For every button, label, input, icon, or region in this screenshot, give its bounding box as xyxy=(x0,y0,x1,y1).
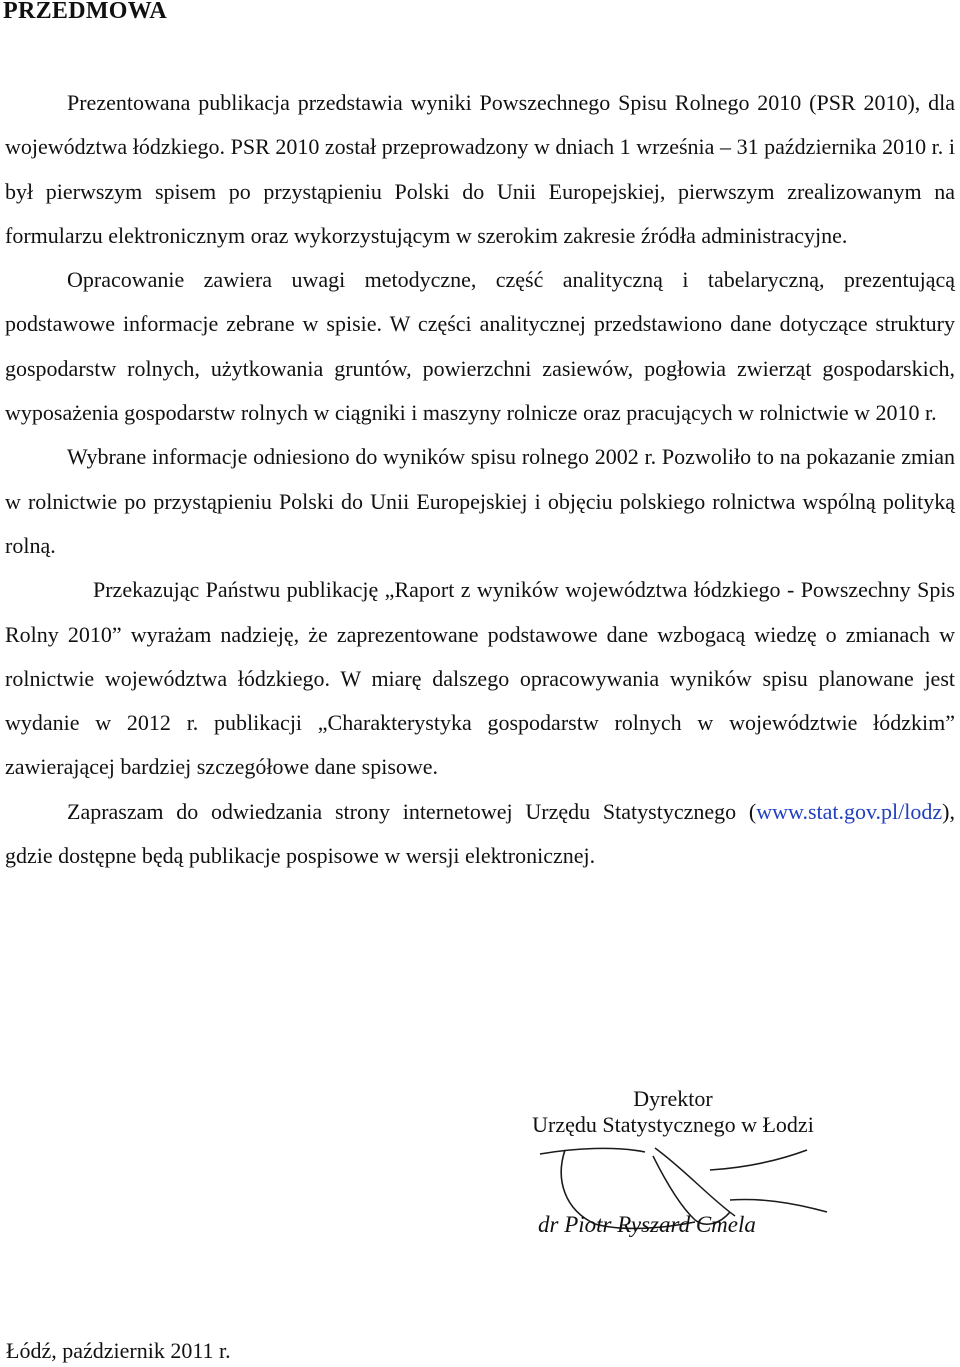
invitation-text-end: ), gdzie dostępne będą publikacje pospisowe w wersji elektronicznej. xyxy=(5,798,955,869)
paragraph-comparison: Wybrane informacje odniesiono do wyników spisu rolnego 2002 r. Pozwoliło to na pokazanie zmian w rolnictwie po przystąpieniu Polski do Unii Europejskiej i objęciu polskiego rolnictwa wspólną polityką rolną. xyxy=(5,444,955,558)
signatory-office: Urzędu Statystycznego w Łodzi xyxy=(532,1112,814,1137)
signatory-name: dr Piotr Ryszard Cmela xyxy=(538,1212,756,1237)
paragraph-contents: Opracowanie zawiera uwagi metodyczne, część analityczną i tabelaryczną, prezentującą podstawowe informacje zebrane w spisie. W części analitycznej przedstawiono dane dotyczące struktury gospodarstw rolnych, użytkowania gruntów, powierzchni zasiewów, pogłowia zwierząt gospodarskich, wyposażenia gospodarstw rolnych w ciągniki i maszyny rolnicze oraz pracujących w rolnictwie w 2010 r. xyxy=(5,267,955,426)
invitation-text-start: Zapraszam do odwiedzania strony internetowej Urzędu Statystycznego ( xyxy=(67,798,757,824)
paragraph-invitation xyxy=(5,790,955,879)
preface-body xyxy=(5,81,955,878)
paragraph-dedication: Przekazując Państwu publikację „Raport z wyników województwa łódzkiego - Powszechny Spis Rolny 2010” wyrażam nadzieję, że zaprezentowane podstawowe dane wzbogacą wiedzę o zmianach w rolnictwie województwa łódzkiego. W miarę dalszego opracowywania wyników spisu planowane jest wydanie w 2012 r. publikacji „Charakterystyka gospodarstw rolnych w województwie łódzkim” zawierającej bardziej szczegółowe dane spisowe. xyxy=(5,577,955,780)
signatory-title: Dyrektor xyxy=(633,1086,713,1111)
paragraph-publication-intro: Prezentowana publikacja przedstawia wyniki Powszechnego Spisu Rolnego 2010 (PSR 2010), dla województwa łódzkiego. PSR 2010 został przeprowadzony w dniach 1 września – 31 października 2010 r. i był pierwszym spisem po przystąpieniu Polski do Unii Europejskiej, pierwszym zrealizowanym na formularzu elektronicznym oraz wykorzystującym w szerokim zakresie źródła administracyjne. xyxy=(5,90,955,248)
place-and-date: Łódź, październik 2011 r. xyxy=(6,1338,231,1363)
website-link[interactable]: www.stat.gov.pl/lodz xyxy=(756,798,943,824)
signature-block xyxy=(470,1086,876,1138)
page-title: PRZEDMOWA xyxy=(3,0,168,24)
